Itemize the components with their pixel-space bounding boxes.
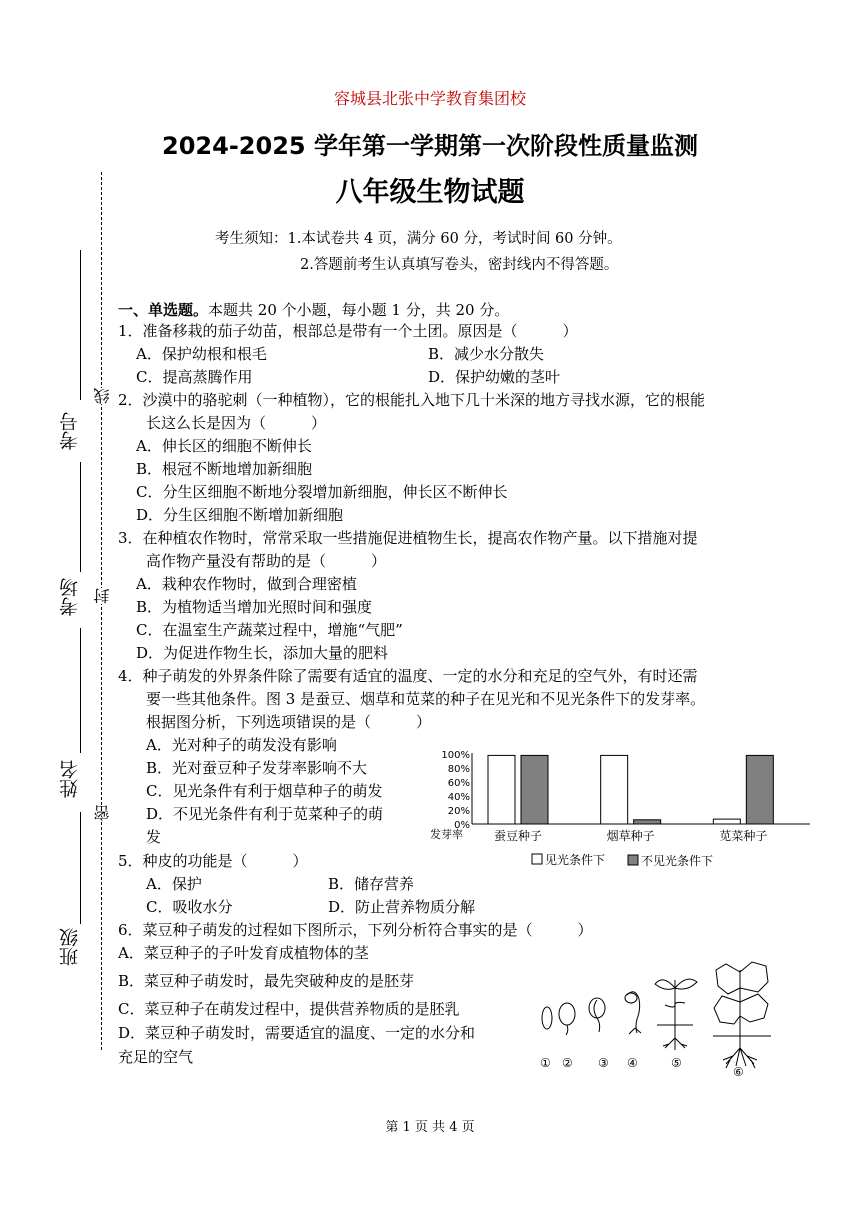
q6-option-d-line-1: D．菜豆种子萌发时，需要适宜的温度、一定的水分和 (118, 1024, 476, 1042)
q4-option-d-line-2: 发 (146, 828, 162, 846)
germination-chart (420, 740, 820, 875)
legend-swatch-light (532, 854, 542, 864)
class-field-line (80, 812, 81, 924)
q3-option-a: A．栽种农作物时，做到合理密植 (136, 575, 357, 593)
legend-label-light: 见光条件下 (545, 853, 606, 867)
bar-1-0 (601, 755, 628, 824)
q2-stem-line-1: 2．沙漠中的骆驼刺（一种植物），它的根能扎入地下几十米深的地方寻找水源，它的根能 (118, 391, 706, 409)
section-heading-bold: 一、单选题。 (118, 301, 209, 319)
y-tick-label: 0% (454, 820, 470, 831)
stage-label-1: ① (540, 1056, 551, 1070)
q3-option-b: B．为植物适当增加光照时间和强度 (136, 598, 373, 616)
stage4-roots (629, 1028, 641, 1034)
q5-stem: 5．种皮的功能是（ ） (118, 852, 308, 870)
bar-1-1 (634, 820, 661, 824)
exam-room-field-line (80, 462, 81, 572)
stage3-seed (589, 998, 605, 1018)
stage-label-4: ④ (627, 1056, 638, 1070)
q3-stem-line-1: 3．在种植农作物时，常常采取一些措施促进植物生长，提高农作物产量。以下措施对提 (118, 529, 698, 547)
q3-stem-line-2: 高作物产量没有帮助的是（ ） (146, 552, 387, 570)
exam-number-field-line (80, 250, 81, 400)
chart-categories (494, 828, 767, 843)
notice-line-1: 考生须知：1.本试卷共 4 页，满分 60 分，考试时间 60 分钟。 (215, 231, 622, 247)
q4-option-a: A．光对种子的萌发没有影响 (146, 736, 337, 754)
stage4-stem (627, 992, 640, 1033)
q3-option-d: D．为促进作物生长，添加大量的肥料 (136, 644, 389, 662)
stage3-root (594, 1000, 600, 1032)
q1-option-d: D．保护幼嫩的茎叶 (428, 368, 561, 386)
chart-y-ticks (441, 750, 470, 831)
q4-stem-line-2: 要一些其他条件。图 3 是蚕豆、烟草和苋菜的种子在见光和不见光条件下的发芽率。 (146, 690, 706, 708)
q6-option-a: A．菜豆种子的子叶发育成植物体的茎 (118, 944, 369, 962)
q5-option-c: C．吸收水分 (146, 898, 233, 916)
section-heading (118, 299, 509, 320)
y-tick-label: 100% (441, 750, 470, 761)
stage6-leaf-mid-left (714, 996, 740, 1024)
stage5-roots (663, 1038, 687, 1050)
chart-bars (488, 755, 773, 824)
q4-stem-line-3: 根据图分析，下列选项错误的是（ ） (146, 713, 432, 731)
q4-option-b: B．光对蚕豆种子发芽率影响不大 (146, 759, 368, 777)
q2-option-b: B．根冠不断地增加新细胞 (136, 460, 313, 478)
chart-ylabel: 发芽率 (430, 828, 463, 841)
q6-option-c: C．菜豆种子在萌发过程中，提供营养物质的是胚乳 (118, 1000, 460, 1018)
subject-title: 八年级生物试题 (335, 177, 525, 208)
q4-option-d-line-1: D．不见光条件有利于苋菜种子的萌 (146, 805, 384, 823)
q2-option-a: A．伸长区的细胞不断伸长 (136, 437, 312, 455)
q2-option-d: D．分生区细胞不断增加新细胞 (136, 506, 344, 524)
q1-option-a: A．保护幼根和根毛 (136, 345, 267, 363)
stage-label-2: ② (562, 1056, 573, 1070)
exam-number-label: 考号 (59, 412, 81, 450)
stage5-leaf-left (655, 980, 675, 990)
seal-char-secret: 密 (93, 805, 112, 821)
q2-option-c: C．分生区细胞不断地分裂增加新细胞，伸长区不断伸长 (136, 483, 508, 501)
y-tick-label: 40% (447, 792, 470, 803)
stage-label-6: ⑥ (733, 1065, 744, 1079)
category-label: 蚕豆种子 (493, 829, 543, 843)
bar-0-0 (488, 755, 515, 824)
exam-title: 2024-2025 学年第一学期第一次阶段性质量监测 (162, 132, 698, 160)
section-heading-rest: 本题共 20 个小题，每小题 1 分，共 20 分。 (208, 301, 510, 319)
seal-char-line: 线 (93, 388, 112, 404)
y-tick-label: 20% (447, 806, 470, 817)
bar-2-1 (746, 755, 773, 824)
q1-option-c: C．提高蒸腾作用 (136, 368, 253, 386)
stage2-radicle (566, 1025, 568, 1035)
stage6-leaf-mid-right (740, 994, 768, 1022)
q5-option-a: A．保护 (146, 875, 202, 893)
stage6-leaf-top-right (740, 962, 768, 992)
stage2-seed (559, 1003, 575, 1025)
q6-option-b: B．菜豆种子萌发时，最先突破种皮的是胚芽 (118, 972, 415, 990)
name-label: 姓名 (59, 760, 81, 798)
bean-germination-figure (535, 950, 795, 1080)
stage-label-5: ⑤ (671, 1056, 682, 1070)
q1-option-b: B．减少水分散失 (428, 345, 545, 363)
legend-label-dark: 不见光条件下 (641, 854, 714, 868)
class-label: 班级 (59, 928, 81, 966)
bar-0-1 (521, 755, 548, 824)
seal-char-seal: 封 (93, 588, 112, 604)
y-tick-label: 60% (447, 778, 470, 789)
stage6-leaf-top-left (716, 964, 740, 994)
q4-stem-line-1: 4．种子萌发的外界条件除了需要有适宜的温度、一定的水分和充足的空气外，有时还需 (118, 667, 698, 685)
bar-2-0 (713, 819, 740, 824)
category-label: 烟草种子 (606, 829, 655, 843)
category-label: 苋菜种子 (719, 829, 768, 843)
q5-option-b: B．储存营养 (328, 875, 415, 893)
exam-room-label: 考场 (59, 578, 81, 616)
q6-option-d-line-2: 充足的空气 (118, 1048, 194, 1066)
q2-stem-line-2: 长这么长是因为（ ） (146, 414, 327, 432)
q5-option-d: D．防止营养物质分解 (328, 898, 476, 916)
q3-option-c: C．在温室生产蔬菜过程中，增施“气肥” (136, 621, 403, 639)
stage4-cotyledon (625, 993, 637, 1003)
q4-option-c: C．见光条件有利于烟草种子的萌发 (146, 782, 383, 800)
stage5-leaf-right (675, 979, 697, 989)
legend-swatch-dark (628, 855, 638, 865)
seal-dashed-line (101, 172, 102, 1050)
name-field-line (80, 628, 81, 753)
notice-line-2: 2.答题前考生认真填写卷头，密封线内不得答题。 (300, 257, 619, 273)
y-tick-label: 80% (447, 764, 470, 775)
q1-stem: 1．准备移栽的茄子幼苗，根部总是带有一个土团。原因是（ ） (118, 322, 578, 340)
stage1-seed (542, 1007, 552, 1029)
page-footer: 第 1 页 共 4 页 (385, 1120, 475, 1135)
stage-label-3: ③ (598, 1056, 609, 1070)
q6-stem: 6．菜豆种子萌发的过程如下图所示，下列分析符合事实的是（ ） (118, 921, 593, 939)
school-name: 容城县北张中学教育集团校 (333, 89, 526, 108)
